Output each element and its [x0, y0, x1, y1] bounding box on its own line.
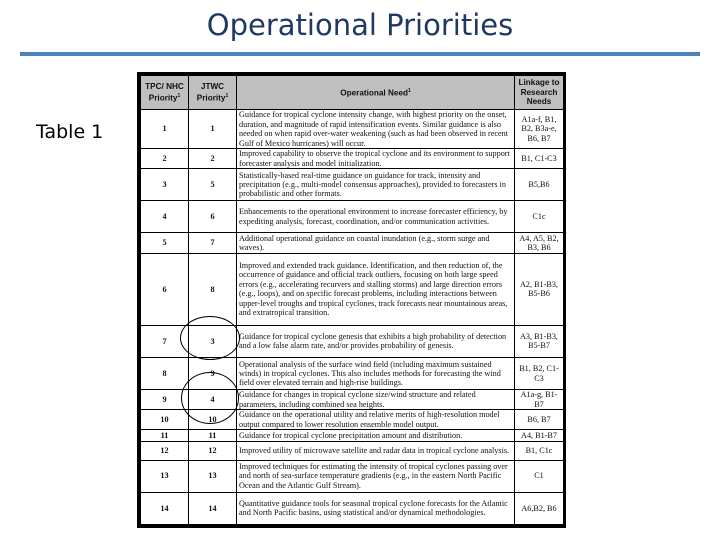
operational-need-cell: Guidance for changes in tropical cyclone size/wind structure and related parameters, including combined sea heights. [237, 390, 515, 410]
linkage-cell: B1, B2, C1-C3 [515, 358, 564, 390]
page-title: Operational Priorities [206, 8, 514, 42]
tpc-priority-cell: 1 [141, 110, 189, 149]
operational-need-cell: Operational analysis of the surface wind field (including maximum sustained winds) in tropical cyclones. This also includes methods for forecasting the wind field over elevated terrain and high-rise buildings. [237, 358, 515, 390]
tpc-priority-cell: 2 [141, 149, 189, 169]
tpc-priority-cell: 8 [141, 358, 189, 390]
tpc-priority-cell: 7 [141, 325, 189, 357]
table-row [141, 253, 564, 325]
linkage-cell: A1a-g, B1-B7 [515, 390, 564, 410]
tpc-priority-cell: 11 [141, 430, 189, 442]
jtwc-priority-cell: 8 [189, 253, 237, 325]
table-header-row [141, 76, 564, 110]
linkage-cell: A6,B2, B6 [515, 492, 564, 524]
operational-need-cell: Guidance on the operational utility and relative merits of high-resolution model output compared to lower resolution ensemble model output. [237, 410, 515, 430]
linkage-cell: A2, B1-B3, B5-B6 [515, 253, 564, 325]
operational-need-cell: Statistically-based real-time guidance on guidance for track, intensity and precipitation (e.g., multi-model consensus approaches), provided to forecasters in probabilistic and other formats. [237, 169, 515, 201]
jtwc-priority-cell: 6 [189, 201, 237, 233]
table-row [141, 233, 564, 253]
tpc-priority-cell: 5 [141, 233, 189, 253]
jtwc-priority-cell: 13 [189, 460, 237, 492]
priorities-table [140, 75, 564, 525]
title-underline [20, 52, 700, 56]
jtwc-priority-cell: 12 [189, 442, 237, 460]
table-row [141, 410, 564, 430]
tpc-priority-cell: 3 [141, 169, 189, 201]
table-row [141, 430, 564, 442]
linkage-cell: C1 [515, 460, 564, 492]
jtwc-priority-cell: 9 [189, 358, 237, 390]
linkage-cell: A4, A5, B2, B3, B6 [515, 233, 564, 253]
table-row [141, 169, 564, 201]
linkage-cell: B5,B6 [515, 169, 564, 201]
jtwc-priority-cell: 1 [189, 110, 237, 149]
tpc-priority-cell: 10 [141, 410, 189, 430]
operational-need-cell: Improved capability to observe the tropical cyclone and its environment to support forecaster analysis and model initialization. [237, 149, 515, 169]
jtwc-priority-cell: 3 [189, 325, 237, 357]
operational-need-cell: Improved utility of microwave satellite and radar data in tropical cyclone analysis. [237, 442, 515, 460]
tpc-priority-cell: 9 [141, 390, 189, 410]
tpc-priority-cell: 6 [141, 253, 189, 325]
linkage-cell: B1, C1c [515, 442, 564, 460]
table-row [141, 390, 564, 410]
linkage-cell: A4, B1-B7 [515, 430, 564, 442]
operational-need-cell: Guidance for tropical cyclone precipitation amount and distribution. [237, 430, 515, 442]
jtwc-priority-cell: 14 [189, 492, 237, 524]
jtwc-priority-cell: 2 [189, 149, 237, 169]
header-operational-need: Operational Need$^1$ [237, 76, 515, 110]
tpc-priority-cell: 12 [141, 442, 189, 460]
jtwc-priority-cell: 7 [189, 233, 237, 253]
operational-need-cell: Enhancements to the operational environment to increase forecaster efficiency, by expediting analysis, forecast, coordination, and/or communication activities. [237, 201, 515, 233]
linkage-cell: B1, C1-C3 [515, 149, 564, 169]
header-jtwc-priority: JTWC Priority$^1$ [189, 76, 237, 110]
operational-need-cell: Improved and extended track guidance. Identification, and then reduction of, the occurrence of guidance and official track outliers, focusing on both large speed errors (e.g., accelerating recurvers and stalling storms) and large direction errors (e.g., loops), and on specific forecast problems, including interactions between upper-level troughs and tropical cyclones, track forecasts near mountainous areas, and extratropical transition. [237, 253, 515, 325]
linkage-cell: C1c [515, 201, 564, 233]
tpc-priority-cell: 14 [141, 492, 189, 524]
table-row [141, 201, 564, 233]
linkage-cell: A1a-f, B1, B2, B3a-e, B6, B7 [515, 110, 564, 149]
operational-need-cell: Additional operational guidance on coastal inundation (e.g., storm surge and waves). [237, 233, 515, 253]
header-linkage: Linkage to Research Needs [515, 76, 564, 110]
operational-need-cell: Improved techniques for estimating the intensity of tropical cyclones passing over and north of sea-surface temperature gradients (e.g., in the eastern North Pacific Ocean and the Atlantic Gulf Stream). [237, 460, 515, 492]
jtwc-priority-cell: 10 [189, 410, 237, 430]
tpc-priority-cell: 4 [141, 201, 189, 233]
jtwc-priority-cell: 11 [189, 430, 237, 442]
table-row [141, 442, 564, 460]
priorities-table-frame [137, 72, 566, 528]
operational-need-cell: Quantitative guidance tools for seasonal tropical cyclone forecasts for the Atlantic and North Pacific basins, using statistical and/or dynamical methodologies. [237, 492, 515, 524]
table-row [141, 325, 564, 357]
header-tpc-priority: TPC/ NHC Priority$^1$ [141, 76, 189, 110]
jtwc-priority-cell: 4 [189, 390, 237, 410]
jtwc-priority-cell: 5 [189, 169, 237, 201]
operational-need-cell: Guidance for tropical cyclone genesis that exhibits a high probability of detection and a low false alarm rate, and/or provides probability of genesis. [237, 325, 515, 357]
operational-need-cell: Guidance for tropical cyclone intensity change, with highest priority on the onset, duration, and magnitude of rapid intensification events. Similar guidance is also needed on when rapid over-water weakening (such as had been observed in recent Gulf of Mexico hurricanes) will occur. [237, 110, 515, 149]
table-row [141, 492, 564, 524]
linkage-cell: A3, B1-B3, B5-B7 [515, 325, 564, 357]
table-row [141, 460, 564, 492]
linkage-cell: B6, B7 [515, 410, 564, 430]
table-row [141, 358, 564, 390]
table-row [141, 149, 564, 169]
table-row [141, 110, 564, 149]
table-label: Table 1 [36, 121, 104, 143]
tpc-priority-cell: 13 [141, 460, 189, 492]
